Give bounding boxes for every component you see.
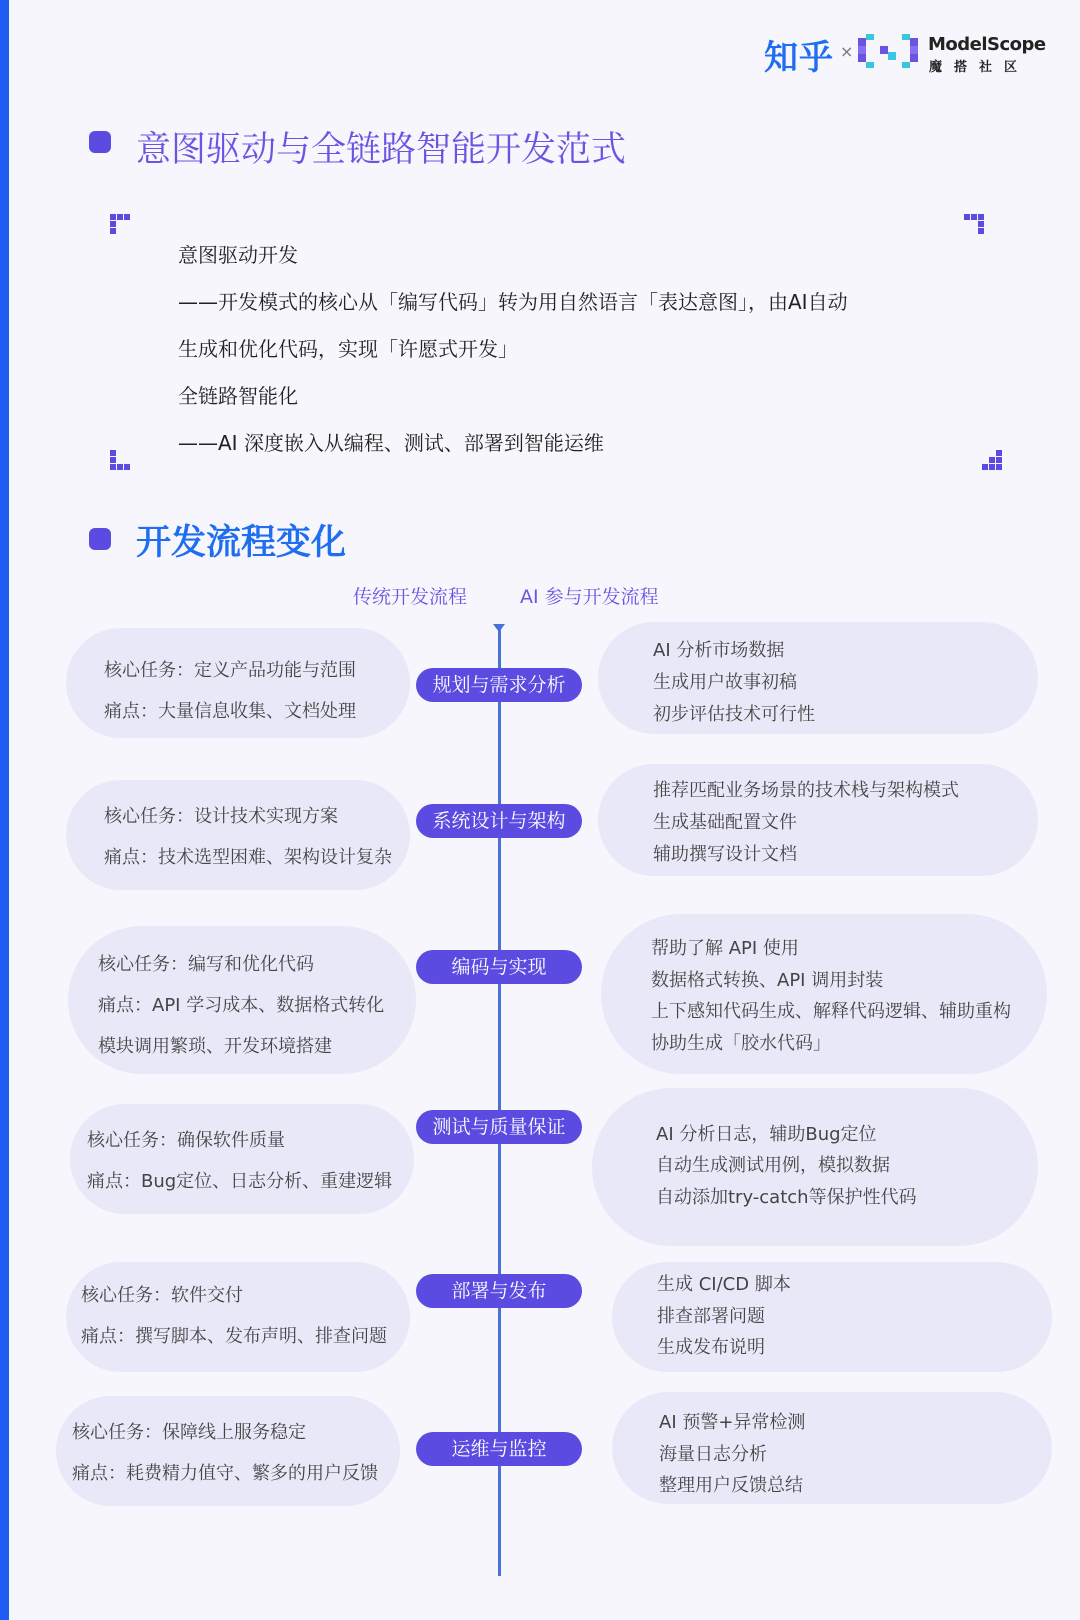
stage6-ai-line: 整理用户反馈总结	[659, 1475, 803, 1496]
timeline-axis-tip	[493, 624, 505, 632]
stage2-ai-line: 推荐匹配业务场景的技术栈与架构模式	[653, 780, 959, 801]
stage2-traditional-bubble	[66, 780, 410, 890]
stage3-traditional-line: 模块调用繁琐、开发环境搭建	[98, 1036, 332, 1057]
stage3-traditional-line: 痛点：API 学习成本、数据格式转化	[98, 995, 385, 1016]
stage5-traditional-line: 痛点：撰写脚本、发布声明、排查问题	[81, 1326, 387, 1347]
stage1-ai-line: 初步评估技术可行性	[653, 704, 815, 725]
quote-top-right-icon	[964, 214, 990, 240]
modelscope-logo-subtitle: 魔搭社区	[929, 60, 1030, 75]
stage4-traditional-line: 核心任务：确保软件质量	[87, 1130, 285, 1151]
stage1-ai-line: AI 分析市场数据	[653, 640, 785, 661]
stage1-label: 规划与需求分析	[416, 668, 582, 702]
stage6-traditional-line: 核心任务：保障线上服务稳定	[72, 1422, 306, 1443]
stage5-traditional-bubble	[66, 1262, 410, 1372]
section1-bullet	[89, 131, 111, 153]
stage4-label: 测试与质量保证	[416, 1110, 582, 1144]
stage2-ai-line: 生成基础配置文件	[653, 812, 797, 833]
stage2-ai-line: 辅助撰写设计文档	[653, 844, 797, 865]
quote-bottom-left-icon	[110, 450, 136, 476]
stage3-traditional-line: 核心任务：编写和优化代码	[98, 954, 314, 975]
zhihu-logo: 知乎	[764, 38, 834, 78]
section2-bullet	[89, 528, 111, 550]
logo-separator: ×	[840, 42, 854, 61]
stage3-ai-line: 协助生成「胶水代码」	[651, 1033, 831, 1054]
stage3-ai-line: 数据格式转换、API 调用封装	[651, 970, 884, 991]
stage2-traditional-line: 核心任务：设计技术实现方案	[104, 806, 338, 827]
stage5-ai-line: 生成发布说明	[657, 1337, 765, 1358]
stage6-traditional-bubble	[56, 1396, 400, 1506]
stage2-traditional-line: 痛点：技术选型困难、架构设计复杂	[104, 847, 392, 868]
stage1-traditional-line: 核心任务：定义产品功能与范围	[104, 660, 356, 681]
stage5-traditional-line: 核心任务：软件交付	[81, 1285, 243, 1306]
stage5-ai-line: 排查部署问题	[657, 1306, 765, 1327]
quote-bottom-right-icon	[982, 450, 1008, 476]
quote-line-4: 全链路智能化	[178, 384, 298, 408]
stage3-ai-line: 帮助了解 API 使用	[651, 938, 799, 959]
quote-open-top-left-icon	[110, 214, 136, 240]
stage3-ai-line: 上下感知代码生成、解释代码逻辑、辅助重构	[651, 1001, 1011, 1022]
stage6-label: 运维与监控	[416, 1432, 582, 1466]
modelscope-logo-text: ModelScope	[928, 34, 1046, 55]
stage5-label: 部署与发布	[416, 1274, 582, 1308]
section1-title: 意图驱动与全链路智能开发范式	[136, 130, 627, 170]
stage2-label: 系统设计与架构	[416, 804, 582, 838]
left-accent-bar	[0, 0, 9, 1620]
stage1-ai-line: 生成用户故事初稿	[653, 672, 797, 693]
stage4-ai-line: AI 分析日志，辅助Bug定位	[656, 1124, 877, 1145]
stage3-label: 编码与实现	[416, 950, 582, 984]
stage1-traditional-line: 痛点：大量信息收集、文档处理	[104, 701, 356, 722]
stage4-traditional-line: 痛点：Bug定位、日志分析、重建逻辑	[87, 1171, 393, 1192]
stage6-ai-line: 海量日志分析	[659, 1444, 767, 1465]
stage5-ai-line: 生成 CI/CD 脚本	[657, 1274, 791, 1295]
stage6-ai-line: AI 预警+异常检测	[659, 1412, 806, 1433]
quote-line-3: 生成和优化代码，实现「许愿式开发」	[178, 337, 518, 361]
quote-line-1: 意图驱动开发	[178, 243, 298, 267]
quote-line-5: ——AI 深度嵌入从编程、测试、部署到智能运维	[178, 431, 604, 455]
ai-flow-heading: AI 参与开发流程	[520, 586, 659, 608]
traditional-flow-heading: 传统开发流程	[353, 586, 468, 608]
stage4-traditional-bubble	[70, 1104, 414, 1214]
stage4-ai-line: 自动生成测试用例，模拟数据	[656, 1155, 890, 1176]
stage6-traditional-line: 痛点：耗费精力值守、繁多的用户反馈	[72, 1463, 378, 1484]
quote-line-2: ——开发模式的核心从「编写代码」转为用自然语言「表达意图」，由AI自动	[178, 290, 848, 314]
section2-title: 开发流程变化	[136, 523, 347, 563]
modelscope-mark-icon	[858, 34, 918, 70]
stage4-ai-line: 自动添加try-catch等保护性代码	[656, 1187, 917, 1208]
